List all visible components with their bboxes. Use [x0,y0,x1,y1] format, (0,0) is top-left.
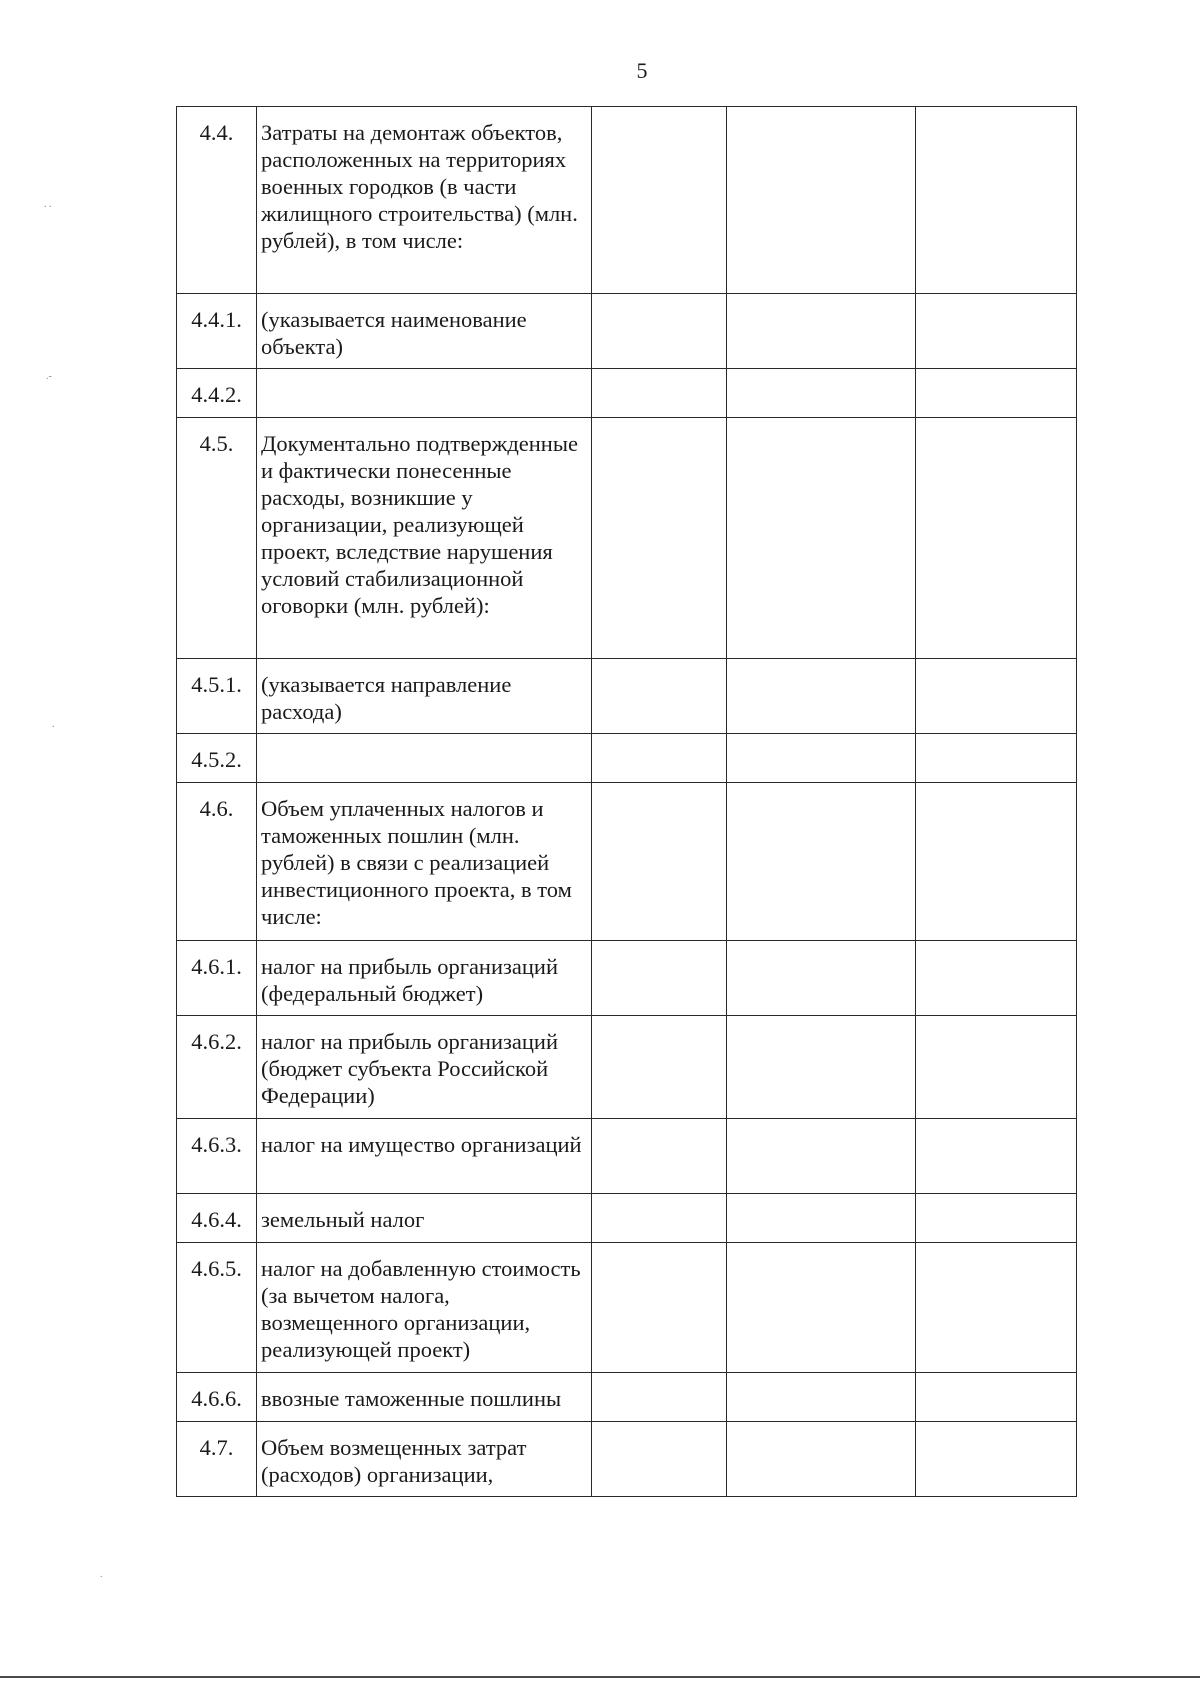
row-number: 4.7. [177,1422,257,1497]
table-row [177,1194,1077,1243]
value-cell [727,1119,916,1194]
value-cell [916,783,1077,941]
table-row [177,941,1077,1016]
value-cell [916,659,1077,734]
value-cell [592,1373,727,1422]
row-description: ввозные таможенные пошлины [257,1373,592,1422]
value-cell [916,1243,1077,1373]
row-number: 4.6.1. [177,941,257,1016]
value-cell [727,941,916,1016]
row-description: налог на добавленную стоимость (за вычетом налога, возмещенного организации, реализующей проект) [257,1243,592,1373]
row-description: Документально подтвержденные и фактически понесенные расходы, возникшие у организации, реализующей проект, вследствие нарушения условий стабилизационной оговорки (млн. рублей): [257,418,592,659]
table-row [177,734,1077,783]
value-cell [727,1422,916,1497]
scan-speck: .- [46,371,52,382]
value-cell [592,1016,727,1119]
value-cell [592,1194,727,1243]
row-number: 4.6.6. [177,1373,257,1422]
value-cell [727,1194,916,1243]
row-description: Объем уплаченных налогов и таможенных пошлин (млн. рублей) в связи с реализацией инвестиционного проекта, в том числе: [257,783,592,941]
row-number: 4.6.4. [177,1194,257,1243]
row-number: 4.6.2. [177,1016,257,1119]
value-cell [592,294,727,369]
value-cell [916,1373,1077,1422]
value-cell [592,1422,727,1497]
page-bottom-rule [0,1676,1200,1678]
row-number: 4.5.1. [177,659,257,734]
value-cell [727,107,916,294]
row-number: 4.6.3. [177,1119,257,1194]
value-cell [727,734,916,783]
value-cell [592,659,727,734]
value-cell [916,107,1077,294]
row-number: 4.4.2. [177,369,257,418]
value-cell [592,941,727,1016]
row-description: Затраты на демонтаж объектов, расположенных на территориях военных городков (в части жилищного строительства) (млн. рублей), в том числе: [257,107,592,294]
value-cell [727,294,916,369]
value-cell [727,659,916,734]
page-number: 5 [636,58,648,83]
row-number: 4.6.5. [177,1243,257,1373]
table-row [177,294,1077,369]
value-cell [916,294,1077,369]
value-cell [592,369,727,418]
row-description [257,369,592,418]
row-description: Объем возмещенных затрат (расходов) организации, [257,1422,592,1497]
value-cell [916,1016,1077,1119]
row-description: земельный налог [257,1194,592,1243]
table-row [177,1373,1077,1422]
table-row [177,1243,1077,1373]
table-row [177,418,1077,659]
value-cell [916,734,1077,783]
scan-speck: . [100,1569,103,1580]
value-cell [916,1194,1077,1243]
row-description [257,734,592,783]
value-cell [592,734,727,783]
value-cell [916,1119,1077,1194]
table-row [177,1119,1077,1194]
row-description: налог на имущество организаций [257,1119,592,1194]
value-cell [727,783,916,941]
row-number: 4.4. [177,107,257,294]
row-description: налог на прибыль организаций (федеральный бюджет) [257,941,592,1016]
value-cell [727,1016,916,1119]
value-cell [592,418,727,659]
table-row [177,107,1077,294]
table-row [177,369,1077,418]
value-cell [592,1119,727,1194]
row-description: (указывается направление расхода) [257,659,592,734]
row-description: (указывается наименование объекта) [257,294,592,369]
row-number: 4.5.2. [177,734,257,783]
scan-speck: . [52,719,55,730]
row-description: налог на прибыль организаций (бюджет субъекта Российской Федерации) [257,1016,592,1119]
value-cell [727,369,916,418]
row-number: 4.6. [177,783,257,941]
value-cell [592,783,727,941]
value-cell [727,1243,916,1373]
table-row [177,783,1077,941]
value-cell [592,1243,727,1373]
table-row [177,1422,1077,1497]
value-cell [592,107,727,294]
value-cell [727,1373,916,1422]
table-row [177,1016,1077,1119]
value-cell [916,941,1077,1016]
value-cell [916,369,1077,418]
value-cell [916,418,1077,659]
value-cell [727,418,916,659]
row-number: 4.4.1. [177,294,257,369]
row-number: 4.5. [177,418,257,659]
value-cell [916,1422,1077,1497]
indicator-table [176,106,1077,1497]
scan-speck: . . [44,199,52,210]
table-row [177,659,1077,734]
